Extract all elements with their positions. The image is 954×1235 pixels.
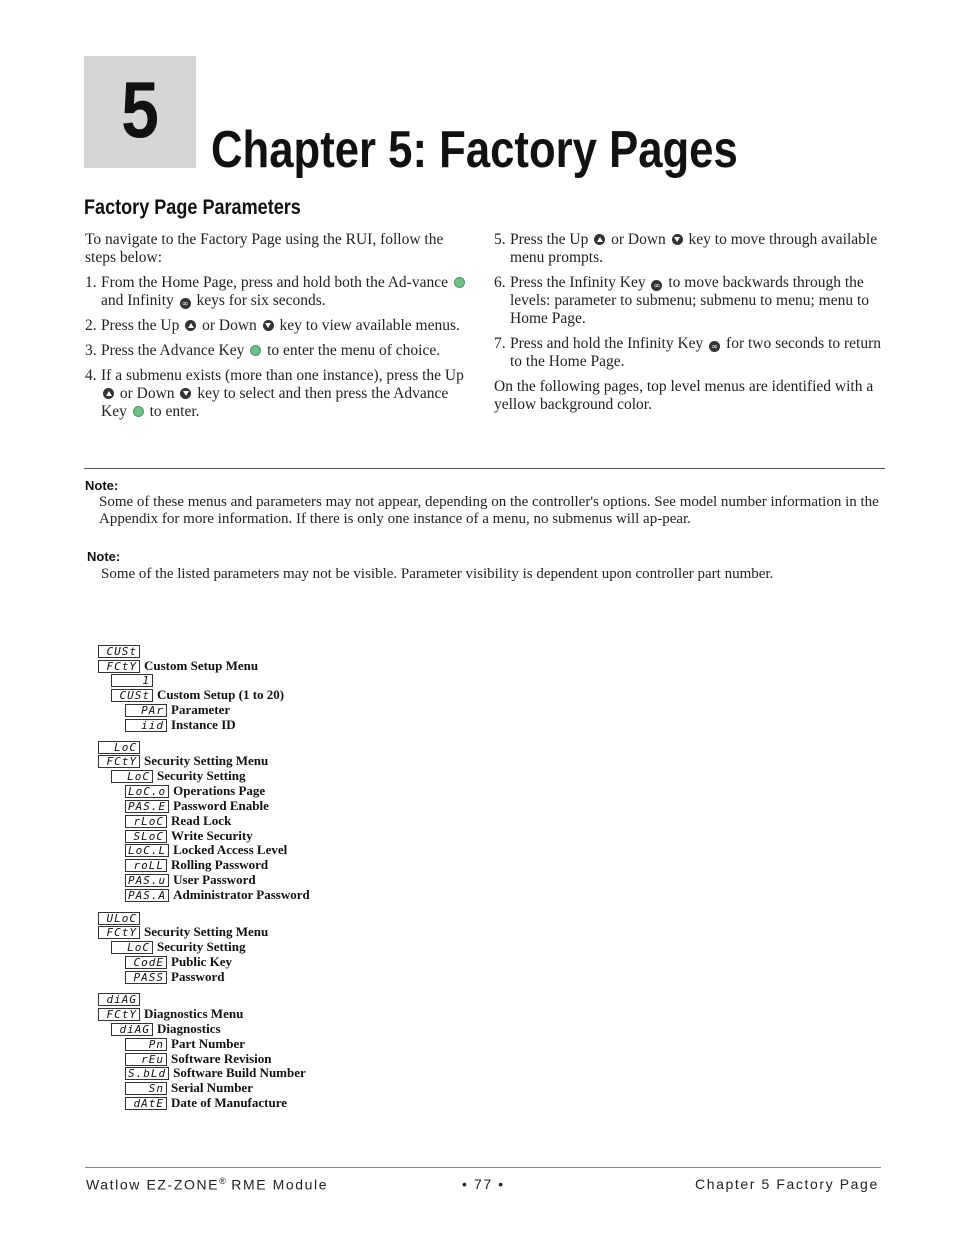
down-key-icon (180, 388, 191, 399)
lcd-code: LoC.L (125, 844, 169, 857)
lcd-code: roLL (125, 859, 167, 872)
lcd-code: 1 (111, 674, 153, 687)
tree-row: SLoC Write Security (125, 829, 253, 843)
lcd-code: SLoC (125, 830, 167, 843)
tree-row: LoC Security Setting (111, 940, 245, 954)
lcd-code: FCtY (98, 755, 140, 768)
tree-row: PAS.u User Password (125, 873, 256, 887)
tree-row: iid Instance ID (125, 718, 236, 732)
tree-row: rEu Software Revision (125, 1052, 272, 1066)
tree-row: FCtY Custom Setup Menu (98, 659, 258, 673)
lcd-code: dAtE (125, 1097, 167, 1110)
note-label-2: Note: (87, 549, 121, 564)
lcd-code: ULoC (98, 912, 140, 925)
lcd-code: LoC.o (125, 785, 169, 798)
tree-row: FCtY Security Setting Menu (98, 925, 268, 939)
lcd-code: LoC (98, 741, 140, 754)
step-7: 7. Press and hold the Infinity Key ∞ for two seconds to return to the Home Page. (494, 335, 882, 370)
lcd-code: rLoC (125, 815, 167, 828)
lcd-code: CodE (125, 956, 167, 969)
down-key-icon (263, 320, 274, 331)
lcd-code: Sn (125, 1082, 167, 1095)
lcd-code: PAS.u (125, 874, 169, 887)
tree-row: PAS.E Password Enable (125, 799, 269, 813)
tree-row: Sn Serial Number (125, 1081, 253, 1095)
advance-key-icon (454, 277, 465, 288)
lcd-code: diAG (111, 1023, 153, 1036)
closing-paragraph: On the following pages, top level menus are identified with a yellow background color. (494, 378, 874, 413)
up-key-icon (185, 320, 196, 331)
lcd-code: LoC (111, 770, 153, 783)
lcd-code: rEu (125, 1053, 167, 1066)
up-key-icon (594, 234, 605, 245)
lcd-code: FCtY (98, 1008, 140, 1021)
registered-mark: ® (219, 1176, 226, 1186)
lcd-code: iid (125, 719, 167, 732)
tree-row: CUSt Custom Setup (1 to 20) (111, 688, 284, 702)
tree-row: LoC Security Setting (111, 769, 245, 783)
up-key-icon (103, 388, 114, 399)
infinity-key-icon: ∞ (180, 298, 191, 309)
lcd-code: CUSt (111, 689, 153, 702)
tree-row: PASS Password (125, 970, 224, 984)
section-heading: Factory Page Parameters (84, 196, 301, 219)
tree-row: S.bLd Software Build Number (125, 1066, 306, 1080)
lcd-code: CUSt (98, 645, 140, 658)
step-3: 3. Press the Advance Key to enter the menu of choice. (85, 342, 441, 359)
lcd-code: PASS (125, 971, 167, 984)
step-4: 4. If a submenu exists (more than one instance), press the Up or Down key to select and then press the Advance Key to enter. (85, 367, 464, 420)
lcd-code: FCtY (98, 926, 140, 939)
tree-row (98, 992, 144, 1006)
note-text-1: Some of these menus and parameters may not appear, depending on the controller's options. See model number information in the Appendix for more information. If there is only one instance of a menu, no submenus will ap-pear. (99, 494, 879, 527)
footer-left: Watlow EZ-ZONE® RME Module (86, 1176, 329, 1193)
tree-row: PAS.A Administrator Password (125, 888, 310, 902)
footer-divider (85, 1167, 881, 1168)
lcd-code: S.bLd (125, 1067, 169, 1080)
advance-key-icon (250, 345, 261, 356)
infinity-key-icon: ∞ (651, 280, 662, 291)
tree-row (98, 911, 144, 925)
note-text-2: Some of the listed parameters may not be visible. Parameter visibility is dependent upon controller part number. (101, 566, 774, 582)
lcd-code: PAr (125, 704, 167, 717)
step-1: 1. From the Home Page, press and hold both the Ad-vance and Infinity ∞ keys for six seconds. (85, 274, 470, 310)
intro-paragraph: To navigate to the Factory Page using the RUI, follow the steps below: (85, 231, 444, 266)
lcd-code: FCtY (98, 660, 140, 673)
tree-row: FCtY Security Setting Menu (98, 754, 268, 768)
advance-key-icon (133, 406, 144, 417)
tree-row: rLoC Read Lock (125, 814, 231, 828)
tree-row: dAtE Date of Manufacture (125, 1096, 287, 1110)
tree-row: PAr Parameter (125, 703, 230, 717)
page-number: • 77 • (462, 1176, 505, 1192)
step-5: 5. Press the Up or Down key to move through available menu prompts. (494, 231, 878, 266)
chapter-number: 5 (121, 65, 159, 154)
tree-row (111, 673, 157, 687)
tree-row: diAG Diagnostics (111, 1022, 221, 1036)
tree-row: LoC.o Operations Page (125, 784, 265, 798)
down-key-icon (672, 234, 683, 245)
tree-row: CodE Public Key (125, 955, 232, 969)
footer-right: Chapter 5 Factory Page (695, 1176, 879, 1192)
section-divider (84, 468, 885, 469)
chapter-title: Chapter 5: Factory Pages (211, 121, 738, 179)
tree-row: Pn Part Number (125, 1037, 245, 1051)
right-column (494, 231, 886, 421)
lcd-code: PAS.A (125, 889, 169, 902)
tree-row: roLL Rolling Password (125, 858, 268, 872)
lcd-code: Pn (125, 1038, 167, 1051)
tree-row (98, 644, 144, 658)
step-2: 2. Press the Up or Down key to view available menus. (85, 317, 460, 334)
tree-row (98, 740, 144, 754)
tree-row: FCtY Diagnostics Menu (98, 1007, 243, 1021)
lcd-code: diAG (98, 993, 140, 1006)
lcd-code: PAS.E (125, 800, 169, 813)
lcd-code: LoC (111, 941, 153, 954)
left-column (85, 231, 470, 428)
note-label-1: Note: (85, 478, 119, 493)
step-6: 6. Press the Infinity Key ∞ to move backwards through the levels: parameter to submenu; submenu to menu; menu to Home Page. (494, 274, 870, 327)
infinity-key-icon: ∞ (709, 341, 720, 352)
tree-row: LoC.L Locked Access Level (125, 843, 287, 857)
